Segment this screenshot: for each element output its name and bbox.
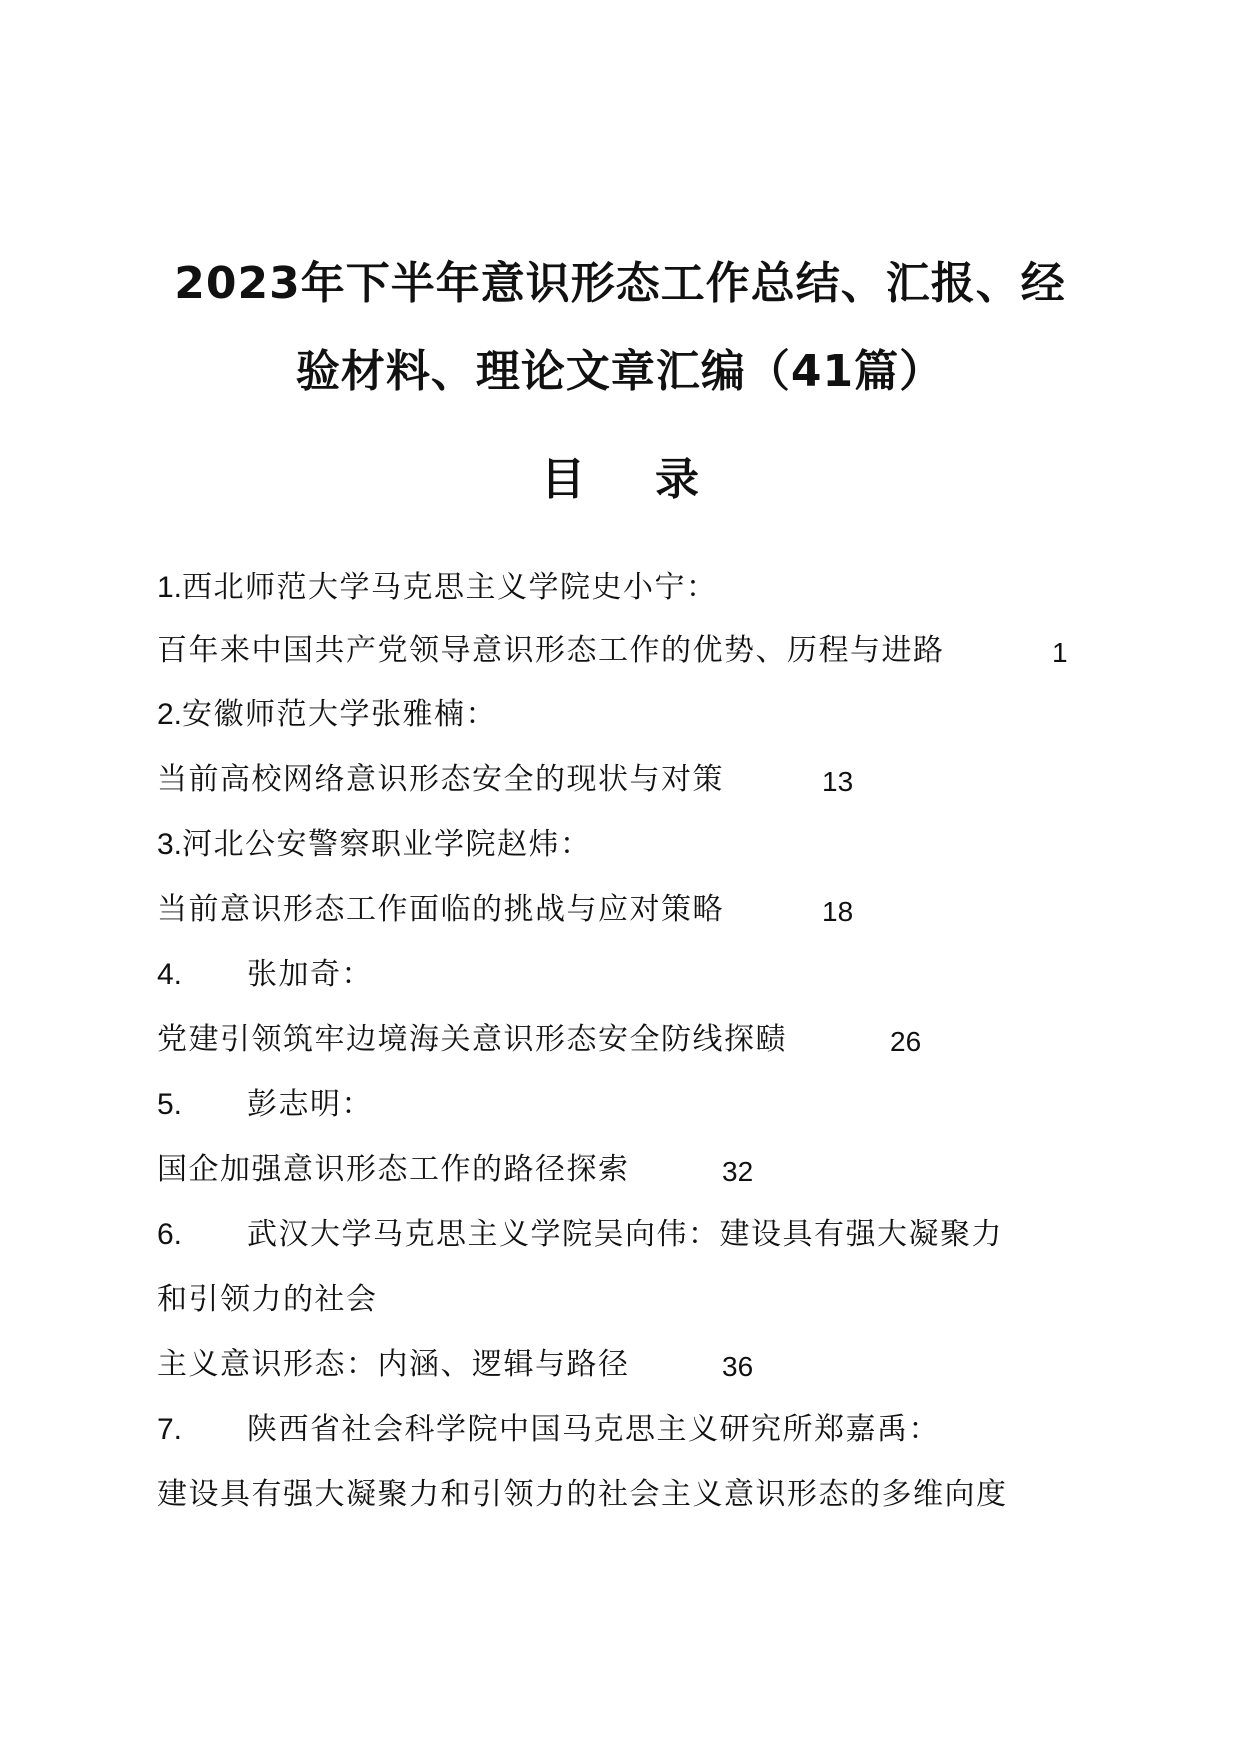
toc-entry-7-author-line — [157, 1410, 940, 1450]
toc-heading-char-1: 目 — [541, 454, 585, 505]
document-title-line-1: 2023年下半年意识形态工作总结、汇报、经 — [174, 258, 1066, 309]
toc-entry-3-page: 18 — [822, 896, 854, 927]
toc-entry-1-author: 西北师范大学马克思主义学院史小宁： — [182, 570, 718, 605]
toc-entry-6-author-line — [157, 1215, 1003, 1255]
toc-heading-char-2: 录 — [655, 454, 699, 505]
toc-entry-5-number: 5. — [157, 1088, 183, 1121]
toc-entry-2-page: 13 — [822, 766, 854, 797]
toc-entry-6-page: 36 — [722, 1351, 754, 1382]
document-title-line-2: 验材料、理论文章汇编（41篇） — [295, 346, 945, 397]
toc-entry-7-author: 陕西省社会科学院中国马克思主义研究所郑嘉禹： — [247, 1412, 940, 1447]
toc-entry-2-author-line — [157, 695, 497, 735]
toc-entry-3-title: 当前意识形态工作面临的挑战与应对策略 — [157, 892, 724, 927]
toc-entry-5-author-line — [157, 1085, 373, 1125]
toc-entry-4-number: 4. — [157, 958, 183, 991]
toc-entry-4-page: 26 — [890, 1026, 922, 1057]
toc-entry-2-title: 当前高校网络意识形态安全的现状与对策 — [157, 762, 724, 797]
toc-entry-3-author: 河北公安警察职业学院赵炜： — [182, 827, 592, 862]
toc-entry-5-page: 32 — [722, 1156, 754, 1187]
toc-entry-4-author-line — [157, 955, 373, 995]
toc-entry-4-title: 党建引领筑牢边境海关意识形态安全防线探赜 — [157, 1022, 787, 1057]
toc-entry-1-page: 1 — [1052, 637, 1068, 668]
toc-entry-7-title: 建设具有强大凝聚力和引领力的社会主义意识形态的多维向度 — [157, 1477, 1008, 1512]
toc-entry-2-author: 安徽师范大学张雅楠： — [182, 697, 498, 732]
toc-heading — [0, 448, 1240, 512]
toc-entry-1-author-line — [157, 568, 718, 608]
toc-entry-6-author-part-1: 武汉大学马克思主义学院吴向伟：建设具有强大凝聚力 — [247, 1217, 1003, 1252]
toc-entry-1-title: 百年来中国共产党领导意识形态工作的优势、历程与进路 — [157, 633, 945, 668]
toc-entry-7-number: 7. — [157, 1413, 183, 1446]
toc-entry-6-number: 6. — [157, 1218, 183, 1251]
toc-entry-2-number: 2. — [157, 698, 183, 731]
toc-entry-5-author: 彭志明： — [247, 1087, 373, 1122]
toc-entry-6-author-part-2: 和引领力的社会 — [157, 1282, 378, 1317]
toc-entry-4-author: 张加奇： — [247, 957, 373, 992]
toc-entry-3-number: 3. — [157, 828, 183, 861]
toc-entry-5-title: 国企加强意识形态工作的路径探索 — [157, 1152, 630, 1187]
toc-entry-3-author-line — [157, 825, 592, 865]
toc-entry-1-number: 1. — [157, 571, 183, 604]
toc-entry-6-title: 主义意识形态：内涵、逻辑与路径 — [157, 1347, 630, 1382]
